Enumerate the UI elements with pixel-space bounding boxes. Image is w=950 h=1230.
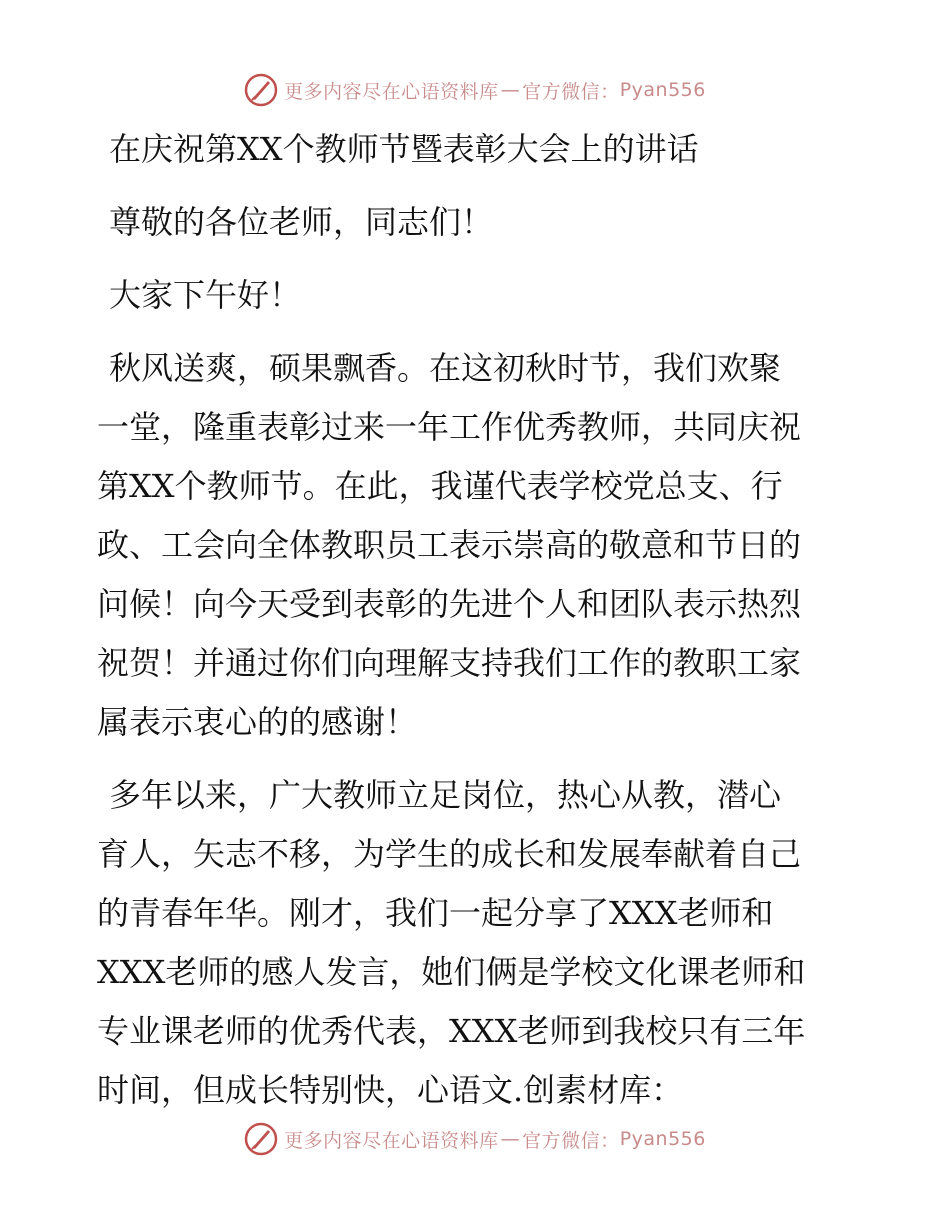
- paragraph-line: 时间，但成长特别快，心语文.创素材库：: [97, 1071, 684, 1109]
- watermark-account: Pyan556: [619, 1128, 706, 1150]
- quill-logo-icon: [244, 1122, 278, 1156]
- watermark-dash: —: [500, 1128, 521, 1150]
- watermark-dash: —: [500, 79, 521, 101]
- watermark-text: 更多内容尽在心语资料库: [284, 1129, 499, 1152]
- greeting: 大家下午好！: [109, 276, 302, 314]
- paragraph-line: 政、工会向全体教职员工表示崇高的敬意和节日的: [97, 526, 802, 564]
- paragraph-1: [97, 339, 857, 752]
- paragraph-2: [97, 766, 857, 1120]
- watermark-banner-top: [0, 70, 950, 110]
- paragraph-line: XXX老师的感人发言，她们俩是学校文化课老师和: [97, 953, 806, 991]
- paragraph-line: 育人，矢志不移，为学生的成长和发展奉献着自己: [97, 835, 802, 873]
- paragraph-line: 专业课老师的优秀代表，XXX老师到我校只有三年: [97, 1012, 806, 1050]
- watermark-official: 官方微信：: [522, 80, 620, 103]
- paragraph-line: 一堂，隆重表彰过来一年工作优秀教师，共同庆祝: [97, 408, 802, 446]
- paragraph-line: 属表示衷心的的感谢！: [97, 703, 418, 741]
- watermark-text: 更多内容尽在心语资料库: [284, 80, 499, 103]
- paragraph-line: 祝贺！并通过你们向理解支持我们工作的教职工家: [97, 644, 802, 682]
- paragraph-line: 多年以来，广大教师立足岗位，热心从教，潜心: [109, 776, 782, 814]
- paragraph-line: 秋风送爽，硕果飘香。在这初秋时节，我们欢聚: [109, 349, 782, 387]
- watermark-official: 官方微信：: [522, 1129, 620, 1152]
- document-title: 在庆祝第XX个教师节暨表彰大会上的讲话: [109, 130, 699, 168]
- quill-logo-icon: [244, 73, 278, 107]
- paragraph-line: 第XX个教师节。在此，我谨代表学校党总支、行: [97, 467, 783, 505]
- watermark-account: Pyan556: [619, 79, 706, 101]
- salutation: 尊敬的各位老师，同志们！: [109, 203, 494, 241]
- paragraph-line: 问候！向今天受到表彰的先进个人和团队表示热烈: [97, 585, 802, 623]
- document-body: [97, 120, 857, 1120]
- watermark-banner-bottom: [0, 1119, 950, 1159]
- paragraph-line: 的青春年华。刚才，我们一起分享了XXX老师和: [97, 894, 774, 932]
